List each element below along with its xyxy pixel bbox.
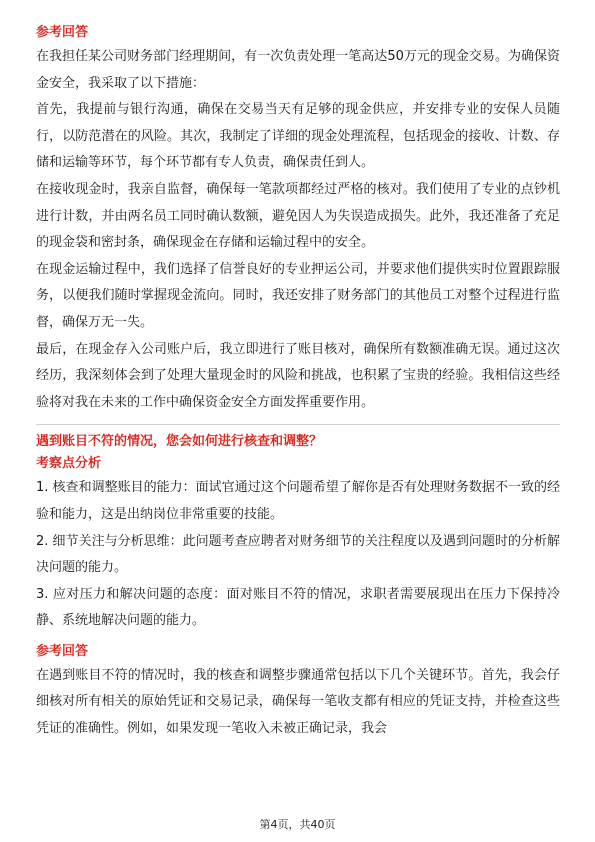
analysis-heading: 考察点分析 [36, 456, 102, 472]
answer-paragraph: 在我担任某公司财务部门经理期间，有一次负责处理一笔高达50万元的现金交易。为确保资金安全，我采取了以下措施： [36, 49, 560, 91]
page-number: 第4页，共40页 [259, 818, 336, 831]
analysis-item: 3. 应对压力和解决问题的态度：面对账目不符的情况，求职者需要展现出在压力下保持冷静、系统地解决问题的能力。 [36, 586, 560, 629]
reference-answer-heading: 参考回答 [36, 643, 89, 659]
interview-question: 遇到账目不符的情况，您会如何进行核查和调整？ [36, 434, 323, 450]
answer-paragraph: 最后，在现金存入公司账户后，我立即进行了账目核对，确保所有数额准确无误。通过这次经历，我深刻体会到了处理大量现金时的风险和挑战，也积累了宝贵的经验。我相信这些经验将对我在未来的工作中确保资金安全方面发挥重要作用。 [36, 341, 560, 410]
page-content [36, 22, 560, 743]
analysis-item: 2. 细节关注与分析思维：此问题考查应聘者对财务细节的关注程度以及遇到问题时的分析解决问题的能力。 [36, 533, 560, 576]
answer-paragraph: 首先，我提前与银行沟通，确保在交易当天有足够的现金供应，并安排专业的安保人员随行，以防范潜在的风险。其次，我制定了详细的现金处理流程，包括现金的接收、计数、存储和运输等环节，每个环节都有专人负责，确保责任到人。 [36, 102, 560, 171]
section-divider [36, 424, 560, 425]
answer-paragraph: 在接收现金时，我亲自监督，确保每一笔款项都经过严格的核对。我们使用了专业的点钞机进行计数，并由两名员工同时确认数额，避免因人为失误造成损失。此外，我还准备了充足的现金袋和密封条，确保现金在存储和运输过程中的安全。 [36, 181, 560, 251]
reference-answer-heading: 参考回答 [36, 25, 89, 40]
answer-paragraph: 在遇到账目不符的情况时，我的核查和调整步骤通常包括以下几个关键环节。首先，我会仔细核对所有相关的原始凭证和交易记录，确保每一笔收支都有相应的凭证支持，并检查这些凭证的准确性。例如，如果发现一笔收入未被正确记录，我会 [36, 667, 560, 737]
question-section-2 [36, 431, 560, 742]
answer-section-1 [36, 22, 560, 416]
answer-paragraph: 在现金运输过程中，我们选择了信誉良好的专业押运公司，并要求他们提供实时位置跟踪服务，以便我们随时掌握现金流向。同时，我还安排了财务部门的其他员工对整个过程进行监督，确保万无一失。 [36, 261, 560, 330]
analysis-item: 1. 核查和调整账目的能力：面试官通过这个问题希望了解你是否有处理财务数据不一致的经验和能力，这是出纳岗位非常重要的技能。 [36, 480, 560, 522]
